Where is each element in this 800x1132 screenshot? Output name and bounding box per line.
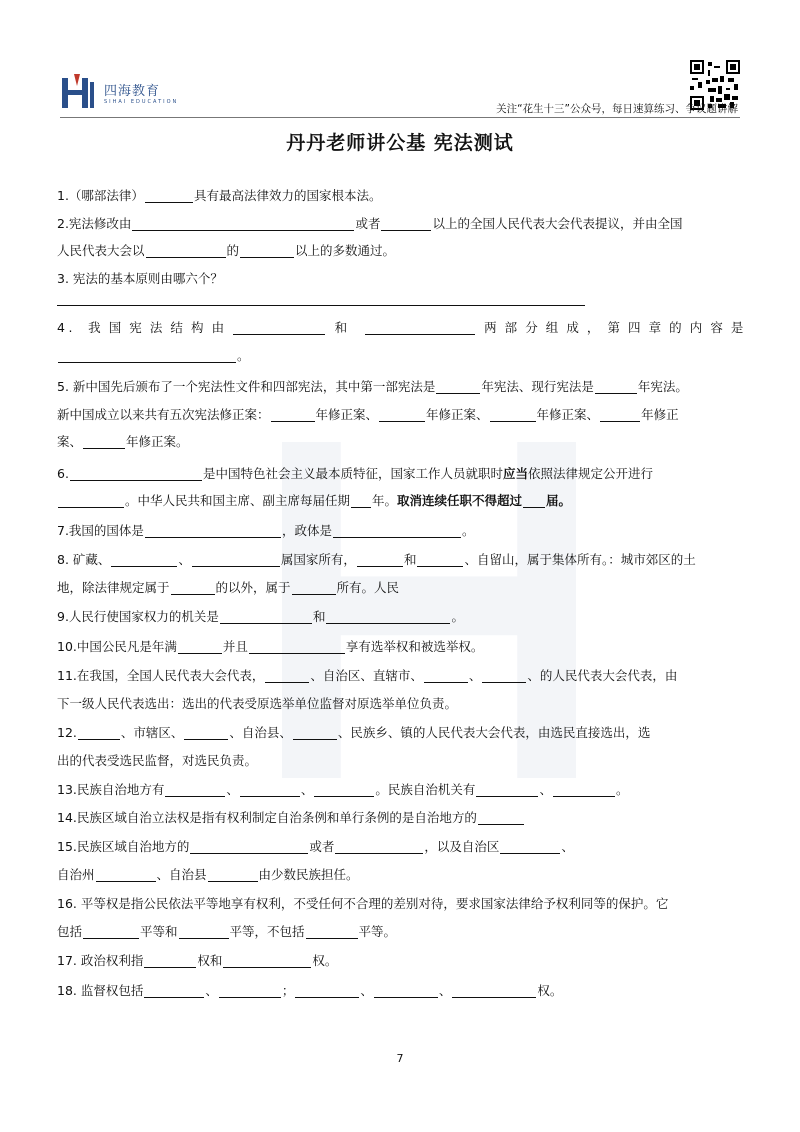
question-text: 人民代表大会以 [57, 243, 145, 258]
question-5-cont2 [57, 428, 747, 456]
question-text: 两部分组成，第四章的内容是 [484, 320, 747, 335]
question-17 [57, 947, 747, 975]
question-text: 包括 [57, 923, 83, 939]
question-text: 年宪法、现行宪法是 [481, 379, 594, 394]
question-text: 年修正案、 [426, 406, 489, 422]
question-text: 8. 矿藏、 [57, 552, 111, 567]
question-text: 、自治县、 [229, 725, 292, 740]
question-9 [57, 603, 747, 631]
question-4-cont [57, 342, 747, 370]
answer-blank[interactable] [306, 924, 358, 939]
question-text: 取消连续任职不得超过 [397, 493, 523, 508]
answer-blank[interactable] [265, 668, 309, 683]
answer-blank[interactable] [553, 782, 615, 797]
question-2-cont [57, 237, 747, 265]
page-title: 丹丹老师讲公基 宪法测试 [286, 132, 514, 154]
question-text: 15.民族区域自治地方的 [57, 839, 190, 854]
question-text: 、 [438, 982, 452, 998]
question-text: 届。 [546, 493, 572, 508]
logo-text: 四海教育 [104, 84, 161, 99]
answer-blank[interactable] [314, 782, 374, 797]
answer-blank[interactable] [490, 407, 536, 422]
question-8 [57, 546, 747, 574]
answer-blank[interactable] [145, 188, 193, 203]
answer-blank[interactable] [83, 434, 125, 449]
question-text: 和 [312, 609, 326, 624]
question-text: 的 [226, 243, 240, 258]
question-11 [57, 662, 747, 690]
question-text: 、 [360, 982, 373, 998]
answer-blank[interactable] [83, 924, 139, 939]
answer-blank[interactable] [233, 320, 325, 335]
answer-blank[interactable] [132, 216, 354, 231]
answer-blank[interactable] [58, 348, 236, 363]
answer-blank[interactable] [292, 580, 336, 595]
question-text: 、 [226, 782, 239, 797]
question-1 [57, 182, 747, 210]
answer-blank[interactable] [293, 725, 337, 740]
question-text: 6. [57, 465, 69, 481]
question-text: 、市辖区、 [120, 725, 184, 740]
question-4 [57, 314, 747, 342]
logo [60, 72, 180, 112]
question-text: 年。 [372, 493, 398, 508]
answer-blank[interactable] [220, 609, 312, 624]
question-text: 18. 监督权包括 [57, 982, 144, 998]
question-5 [57, 373, 747, 401]
answer-blank[interactable] [335, 839, 423, 854]
answer-blank[interactable] [523, 493, 545, 508]
question-text: 1.（哪部法律） [57, 188, 144, 203]
question-text: 17. 政治权利指 [57, 953, 144, 968]
answer-blank[interactable] [436, 379, 480, 394]
question-text: 4. 我国宪法结构由 [57, 320, 233, 335]
question-text: 、 [539, 782, 552, 797]
question-text: 年宪法。 [637, 379, 688, 394]
page-header [0, 0, 800, 125]
answer-blank[interactable] [249, 639, 345, 654]
question-6-cont [57, 487, 747, 515]
question-text: 出的代表受选民监督，对选民负责。 [57, 752, 258, 768]
question-text: 由少数民族担任。 [258, 866, 359, 882]
answer-blank[interactable] [146, 243, 226, 258]
question-text: 以上的全国人民代表大会代表提议，并由全国 [432, 215, 683, 231]
question-text: 。中华人民共和国主席、副主席每届任期 [125, 493, 351, 508]
question-text: 权。 [537, 982, 563, 998]
answer-blank[interactable] [223, 953, 311, 968]
answer-blank[interactable] [208, 867, 258, 882]
answer-blank[interactable] [145, 523, 281, 538]
question-text: 11.在我国，全国人民代表大会代表， [57, 668, 265, 683]
answer-blank[interactable] [379, 407, 425, 422]
question-6 [57, 460, 747, 488]
question-text: 3. 宪法的基本原则由哪六个？ [57, 270, 223, 286]
question-text: 。 [237, 347, 250, 363]
question-text: 、的人民代表大会代表，由 [527, 668, 678, 683]
question-text: 新中国成立以来共有五次宪法修正案： [57, 406, 270, 422]
answer-blank[interactable] [179, 924, 229, 939]
question-text: 享有选举权和被选举权。 [345, 638, 484, 654]
question-16-cont [57, 918, 747, 946]
question-text: 和 [403, 552, 417, 567]
answer-blank[interactable] [374, 983, 438, 998]
question-text: 具有最高法律效力的国家根本法。 [193, 188, 382, 203]
question-5-cont [57, 401, 747, 429]
page-number: 7 [396, 1052, 404, 1065]
question-text: 自治州 [57, 866, 95, 882]
answer-blank[interactable] [476, 782, 538, 797]
question-text: 、自治县 [156, 866, 207, 882]
answer-blank[interactable] [144, 983, 204, 998]
answer-blank[interactable] [333, 523, 461, 538]
question-text: 的以外，属于 [215, 579, 291, 595]
question-text: 12. [57, 725, 77, 740]
question-text: 平等，不包括 [229, 923, 305, 939]
question-text: 。 [461, 522, 475, 538]
question-8-cont [57, 574, 747, 602]
answer-blank[interactable] [144, 953, 196, 968]
answer-blank[interactable] [78, 725, 120, 740]
question-text: 9.人民行使国家权力的机关是 [57, 609, 219, 624]
answer-blank[interactable] [70, 466, 202, 481]
logo-mark-icon [60, 72, 98, 112]
question-12 [57, 719, 747, 747]
header-divider [60, 117, 740, 118]
answer-blank[interactable] [600, 407, 640, 422]
answer-blank[interactable] [500, 839, 560, 854]
question-text: 案、 [57, 434, 83, 449]
question-text: 13.民族自治地方有 [57, 782, 165, 797]
question-10 [57, 633, 747, 661]
question-text: 应当 [502, 465, 528, 481]
answer-blank[interactable] [165, 782, 225, 797]
question-text: 平等。 [358, 923, 397, 939]
question-15-cont [57, 861, 747, 889]
question-text: 7.我国的国体是 [57, 522, 144, 538]
question-text: 或者 [309, 839, 335, 854]
question-12-cont [57, 747, 747, 775]
answer-blank[interactable] [357, 552, 403, 567]
answer-blank[interactable] [190, 839, 308, 854]
question-text: 10.中国公民凡是年满 [57, 638, 177, 654]
question-text: ，政体是 [281, 522, 332, 538]
answer-blank[interactable] [381, 216, 431, 231]
question-text: 。 [451, 609, 464, 624]
logo-subtext: SIHAI EDUCATION [104, 99, 179, 105]
question-18 [57, 977, 747, 1005]
question-text: 、 [205, 982, 218, 998]
question-text: 、 [300, 782, 314, 797]
question-text: 年修正案、 [536, 406, 600, 422]
answer-blank[interactable] [478, 810, 524, 825]
answer-blank[interactable] [171, 580, 215, 595]
question-text: 属国家所有， [280, 552, 356, 567]
answer-blank[interactable] [111, 552, 177, 567]
question-11-cont [57, 690, 747, 718]
answer-blank[interactable] [365, 320, 475, 335]
answer-blank[interactable] [424, 668, 468, 683]
answer-blank[interactable] [240, 782, 300, 797]
question-text: 16. 平等权是指公民依法平等地享有权利，不受任何不合理的差别对待，要求国家法律给予权利同等的保护。它 [57, 896, 669, 911]
answer-blank[interactable] [351, 493, 371, 508]
question-text: 下一级人民代表选出：选出的代表受原选举单位监督对原选举单位负责。 [57, 695, 458, 711]
question-text: 2.宪法修改由 [57, 215, 132, 231]
question-text: 年修正案、 [315, 406, 379, 422]
question-list [57, 182, 747, 1004]
question-text: 、 [561, 839, 574, 854]
question-text: 。 [615, 782, 629, 797]
question-text: 、自治区、直辖市、 [310, 668, 423, 683]
answer-blank[interactable] [452, 983, 536, 998]
question-text: ； [281, 982, 295, 998]
question-text: 年修正 [641, 406, 679, 422]
answer-blank[interactable] [326, 609, 450, 624]
header-note: 关注“花生十三”公众号，每日速算练习、争议题讲解 [496, 103, 738, 115]
answer-blank[interactable] [271, 407, 315, 422]
question-text: 5. 新中国先后颁布了一个宪法性文件和四部宪法，其中第一部宪法是 [57, 379, 436, 394]
answer-blank[interactable] [58, 493, 124, 508]
answer-blank[interactable] [192, 552, 280, 567]
question-3 [57, 265, 747, 293]
question-text: 年修正案。 [126, 434, 189, 449]
question-text: 平等和 [140, 923, 178, 939]
question-13 [57, 776, 747, 804]
question-text: 所有。人民 [336, 579, 400, 595]
answer-blank[interactable] [219, 983, 281, 998]
answer-blank[interactable] [184, 725, 228, 740]
answer-blank[interactable] [482, 668, 526, 683]
question-text: 、 [178, 552, 191, 567]
answer-blank[interactable] [96, 867, 156, 882]
question-text: 、民族乡、镇的人民代表大会代表，由选民直接选出，选 [337, 725, 651, 740]
question-text: 权和 [197, 953, 223, 968]
question-text: 权。 [312, 953, 338, 968]
question-text: 地，除法律规定属于 [57, 579, 170, 595]
question-text: 以上的多数通过。 [295, 243, 396, 258]
question-text: 和 [334, 320, 356, 335]
question-text: 或者 [355, 215, 381, 231]
answer-blank[interactable] [295, 983, 359, 998]
answer-blank[interactable] [595, 379, 637, 394]
question-text: 并且 [222, 638, 248, 654]
question-16 [57, 890, 747, 918]
question-2 [57, 210, 747, 238]
question-text: 依照法律规定公开进行 [527, 465, 653, 481]
answer-line[interactable] [57, 292, 585, 306]
question-text: 。民族自治机关有 [375, 782, 476, 797]
question-text: 、 [468, 668, 482, 683]
question-text: 是中国特色社会主义最本质特征，国家工作人员就职时 [202, 465, 503, 481]
question-14 [57, 804, 747, 832]
answer-blank[interactable] [178, 639, 222, 654]
question-text: ，以及自治区 [424, 839, 500, 854]
question-15 [57, 833, 747, 861]
question-7 [57, 517, 747, 545]
question-text: 、自留山，属于集体所有。：城市郊区的土 [464, 552, 696, 567]
answer-blank[interactable] [240, 243, 294, 258]
question-text: 14.民族区域自治立法权是指有权利制定自治条例和单行条例的是自治地方的 [57, 809, 477, 825]
answer-blank[interactable] [417, 552, 463, 567]
